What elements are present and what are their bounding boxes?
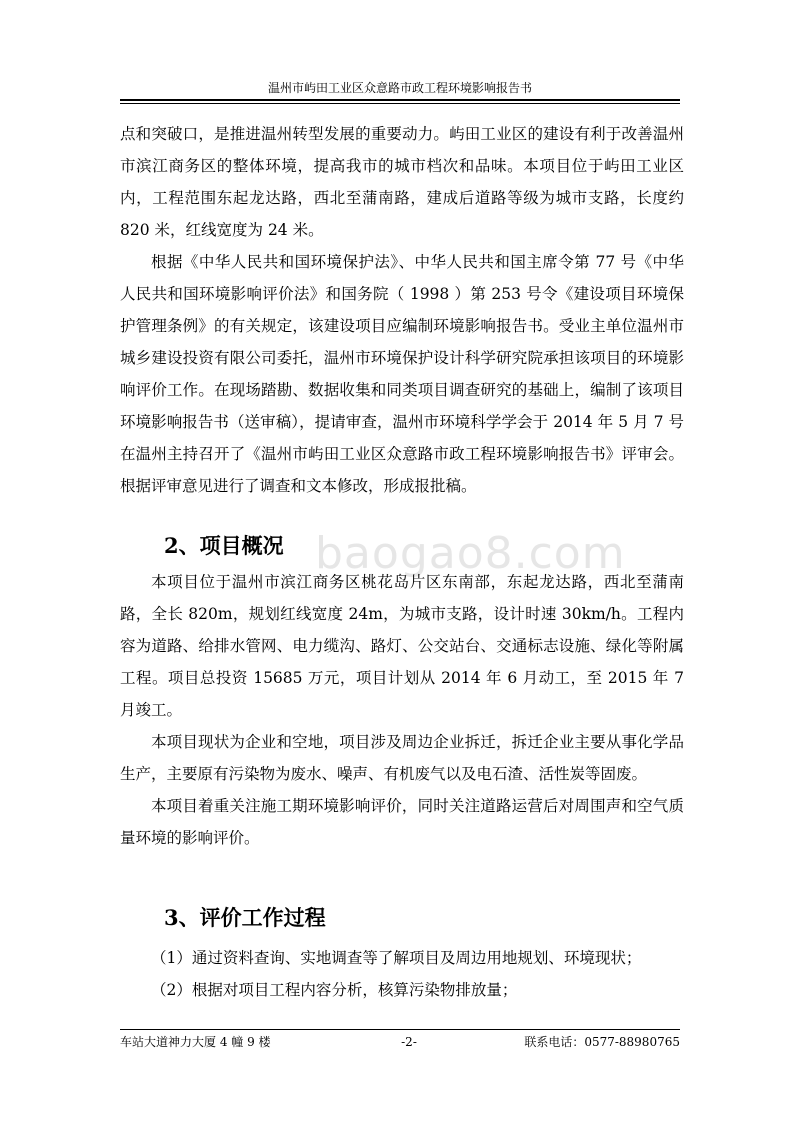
paragraph-continuation: 点和突破口，是推进温州转型发展的重要动力。屿田工业区的建设有利于改善温州市滨江商务区的整体环境，提高我市的城市档次和品味。本项目位于屿田工业区内，工程范围东起龙达路，西北至蒲南路，建成后道路等级为城市支路，长度约 820 米，红线宽度为 24 米。 [120, 125, 684, 239]
section-heading-2: 2、项目概况 [164, 533, 284, 558]
watermark-text: baogao8.com [315, 528, 626, 579]
list-item-2: （2）根据对项目工程内容分析，核算污染物排放量； [151, 981, 518, 999]
paragraph-focus: 本项目着重关注施工期环境影响评价，同时关注道路运营后对周围声和空气质量环境的影响评价。 [120, 797, 684, 847]
header-rule-thin [120, 103, 680, 104]
list-item-1: （1）通过资料查询、实地调查等了解项目及周边用地规划、环境现状； [151, 949, 642, 967]
body-block-2 [120, 566, 684, 854]
footer-rule [120, 1029, 680, 1030]
footer-page-number: -2- [401, 1035, 417, 1049]
paragraph-current-status: 本项目现状为企业和空地，项目涉及周边企业拆迁，拆迁企业主要从事化学品生产，主要原有污染物为废水、噪声、有机废气以及电石渣、活性炭等固废。 [120, 733, 684, 783]
body-block-1 [120, 118, 684, 502]
footer-address: 车站大道神力大厦 4 幢 9 楼 [120, 1035, 271, 1049]
footer-phone: 联系电话：0577-88980765 [524, 1035, 680, 1049]
paragraph-overview: 本项目位于温州市滨江商务区桃花岛片区东南部，东起龙达路，西北至蒲南路，全长 820m，规划红线宽度 24m，为城市支路，设计时速 30km/h。工程内容为道路、给排水管网、电力缆沟、路灯、公交站台、交通标志设施、绿化等附属工程。项目总投资 15685 万元，项目计划从 2014 年 6 月动工，至 2015 年 7 月竣工。 [120, 573, 684, 719]
page-header-title: 温州市屿田工业区众意路市政工程环境影响报告书 [267, 81, 532, 95]
header-rule-thick [120, 99, 680, 101]
paragraph-basis: 根据《中华人民共和国环境保护法》、中华人民共和国主席令第 77 号《中华人民共和国环境影响评价法》和国务院（ 1998 ）第 253 号令《建设项目环境保护管理条例》的有关规定，该建设项目应编制环境影响报告书。受业主单位温州市城乡建设投资有限公司委托，温州市环境保护设计科学研究院承担该项目的环境影响评价工作。在现场踏勘、数据收集和同类项目调查研究的基础上，编制了该项目环境影响报告书（送审稿），提请审查，温州市环境科学学会于 2014 年 5 月 7 号在温州主持召开了《温州市屿田工业区众意路市政工程环境影响报告书》评审会。根据评审意见进行了调查和文本修改，形成报批稿。 [120, 253, 684, 495]
body-block-3 [120, 942, 684, 1006]
section-heading-3: 3、评价工作过程 [164, 905, 326, 930]
